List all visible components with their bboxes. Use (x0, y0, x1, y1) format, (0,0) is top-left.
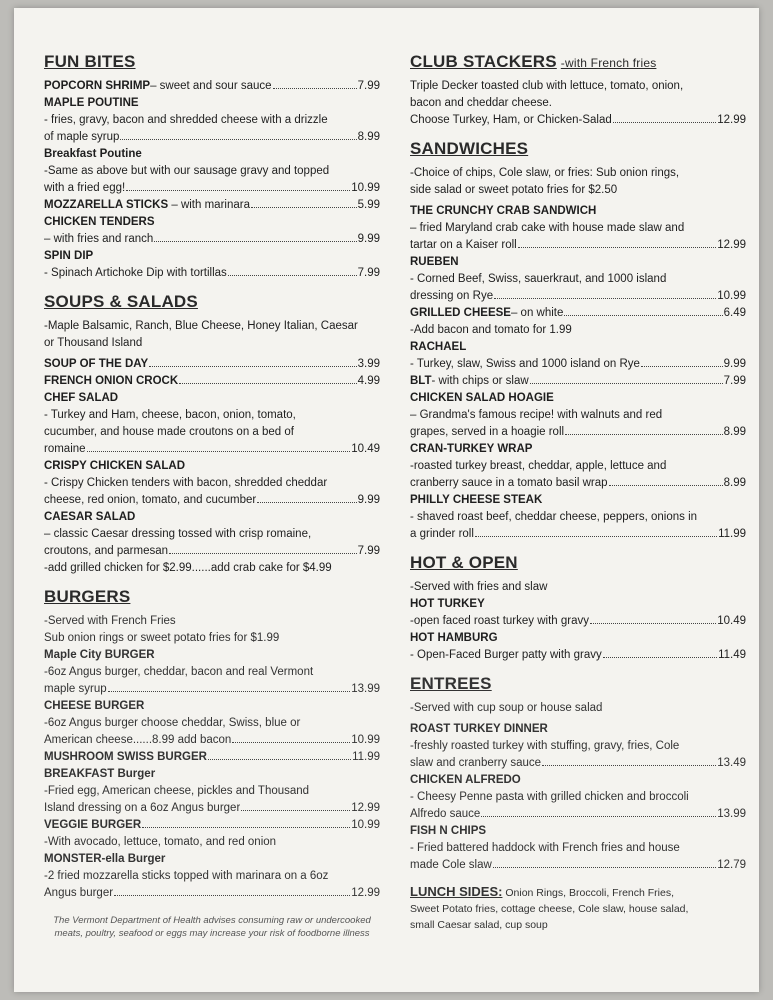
item-price: 7.99 (357, 545, 380, 557)
menu-item-hot-hamburg (410, 647, 746, 664)
item-desc: - fries, gravy, bacon and shredded cheese with a drizzle (44, 114, 328, 126)
dressing-note: -Maple Balsamic, Ranch, Blue Cheese, Honey Italian, Caesar (44, 320, 358, 332)
menu-item-mozzarella-sticks (44, 197, 380, 214)
item-price: 12.99 (351, 802, 380, 814)
item-desc: maple syrup (44, 683, 107, 695)
item-desc: Alfredo sauce (410, 808, 481, 820)
item-price: 11.99 (718, 528, 746, 540)
menu-item-grilled-cheese (410, 305, 746, 322)
item-desc: Choose Turkey, Ham, or Chicken-Salad (410, 114, 612, 126)
item-price: 10.49 (717, 615, 746, 627)
item-desc: tartar on a Kaiser roll (410, 239, 517, 251)
menu-item-cran-turkey-wrap (410, 475, 746, 492)
item-price: 10.99 (351, 734, 380, 746)
item-name-caesar-salad: CAESAR SALAD (44, 511, 136, 523)
item-name-spin-dip: SPIN DIP (44, 250, 94, 262)
section-title: CLUB STACKERS (410, 52, 557, 71)
item-desc: with a fried egg! (44, 182, 126, 194)
item-desc: – classic Caesar dressing tossed with crisp romaine, (44, 528, 312, 540)
item-desc: - Open-Faced Burger patty with gravy (410, 649, 602, 661)
item-name: GRILLED CHEESE (410, 307, 511, 319)
item-name-roast-turkey-dinner: ROAST TURKEY DINNER (410, 723, 548, 735)
left-column (44, 52, 380, 940)
item-price: 9.99 (357, 233, 380, 245)
fun-bites-heading: FUN BITES (44, 52, 136, 71)
burgers-heading: BURGERS (44, 587, 131, 606)
item-desc: Triple Decker toasted club with lettuce, tomato, onion, (410, 80, 684, 92)
item-price: 10.49 (351, 443, 380, 455)
item-name-rueben: RUEBEN (410, 256, 459, 268)
item-price: 13.99 (351, 683, 380, 695)
item-desc: slaw and cranberry sauce (410, 757, 542, 769)
item-price: 10.99 (351, 819, 380, 831)
lunch-sides-text: Onion Rings, Broccoli, French Fries, (502, 887, 675, 899)
item-name: SOUP OF THE DAY (44, 358, 149, 370)
menu-item-philly-cheese-steak (410, 526, 746, 543)
item-price: 12.99 (351, 887, 380, 899)
menu-item-crunchy-crab (410, 237, 746, 254)
menu-item-breakfast-poutine (44, 180, 380, 197)
item-price: 8.99 (723, 426, 746, 438)
item-name-chicken-alfredo: CHICKEN ALFREDO (410, 774, 521, 786)
item-desc: - Spinach Artichoke Dip with tortillas (44, 267, 227, 279)
item-desc: – with fries and ranch (44, 233, 154, 245)
health-disclaimer: The Vermont Department of Health advises consuming raw or undercooked meats, poultry, seafood or eggs may increase your risk of foodborne illness (53, 915, 371, 939)
menu-item-spin-dip (44, 265, 380, 282)
item-price: 12.99 (717, 114, 746, 126)
menu-item-chicken-alfredo (410, 806, 746, 823)
item-desc: -Add bacon and tomato for 1.99 (410, 324, 572, 336)
menu-item-chicken-salad-hoagie (410, 424, 746, 441)
item-price: 12.99 (717, 239, 746, 251)
lunch-sides-label: LUNCH SIDES: (410, 884, 503, 899)
club-stackers-heading (410, 52, 746, 72)
item-desc: cucumber, and house made croutons on a bed of (44, 426, 294, 438)
burger-note: -Served with French Fries (44, 615, 176, 627)
menu-item-maple-city-burger (44, 681, 380, 698)
menu-item-popcorn-shrimp (44, 78, 380, 95)
hot-open-note: -Served with fries and slaw (410, 581, 548, 593)
item-price: 11.99 (352, 751, 380, 763)
item-name: MOZZARELLA STICKS (44, 199, 169, 211)
item-name-breakfast-burger: BREAKFAST Burger (44, 768, 156, 780)
lunch-sides-text: small Caesar salad, cup soup (410, 919, 548, 931)
item-desc: bacon and cheddar cheese. (410, 97, 552, 109)
menu-item-soup-of-the-day (44, 356, 380, 373)
burger-note: Sub onion rings or sweet potato fries for $1.99 (44, 632, 280, 644)
item-desc: -Same as above but with our sausage gravy and topped (44, 165, 330, 177)
item-desc: - shaved roast beef, cheddar cheese, peppers, onions in (410, 511, 698, 523)
item-name-monster-ella-burger: MONSTER-ella Burger (44, 853, 166, 865)
item-name: POPCORN SHRIMP (44, 80, 151, 92)
item-desc: grapes, served in a hoagie roll (410, 426, 565, 438)
item-price: 6.49 (723, 307, 746, 319)
item-name-hot-hamburg: HOT HAMBURG (410, 632, 498, 644)
item-desc: croutons, and parmesan (44, 545, 169, 557)
item-desc: – fried Maryland crab cake with house made slaw and (410, 222, 685, 234)
item-price: 10.99 (351, 182, 380, 194)
menu-item-mushroom-swiss-burger (44, 749, 380, 766)
item-desc: cheese, red onion, tomato, and cucumber (44, 494, 257, 506)
right-column (410, 52, 746, 933)
item-desc: of maple syrup (44, 131, 120, 143)
item-name-philly-cheese-steak: PHILLY CHEESE STEAK (410, 494, 543, 506)
item-price: 8.99 (357, 131, 380, 143)
item-desc: -open faced roast turkey with gravy (410, 615, 589, 627)
item-name-chef-salad: CHEF SALAD (44, 392, 119, 404)
item-desc: - Crispy Chicken tenders with bacon, shredded cheddar (44, 477, 328, 489)
item-desc: – on white (510, 307, 564, 319)
hot-open-heading: HOT & OPEN (410, 553, 518, 572)
menu-item-crispy-chicken-salad (44, 492, 380, 509)
item-price: 9.99 (723, 358, 746, 370)
item-desc: -6oz Angus burger choose cheddar, Swiss, blue or (44, 717, 301, 729)
entrees-heading: ENTREES (410, 674, 492, 693)
item-desc: -freshly roasted turkey with stuffing, gravy, fries, Cole (410, 740, 680, 752)
item-price: 10.99 (717, 290, 746, 302)
menu-item-fish-n-chips (410, 857, 746, 874)
menu-item-rachael (410, 356, 746, 373)
item-price: 13.99 (717, 808, 746, 820)
menu-item-monster-ella-burger (44, 885, 380, 902)
item-desc: -6oz Angus burger, cheddar, bacon and real Vermont (44, 666, 314, 678)
menu-item-blt (410, 373, 746, 390)
item-desc: – Grandma's famous recipe! with walnuts and red (410, 409, 663, 421)
item-desc: American cheese......8.99 add bacon (44, 734, 232, 746)
menu-item-chicken-tenders (44, 231, 380, 248)
item-price: 11.49 (718, 649, 746, 661)
item-name: FRENCH ONION CROCK (44, 375, 179, 387)
item-name-cheese-burger: CHEESE BURGER (44, 700, 145, 712)
item-desc: - Turkey, slaw, Swiss and 1000 island on Rye (410, 358, 640, 370)
lunch-sides-text: Sweet Potato fries, cottage cheese, Cole slaw, house salad, (410, 903, 689, 915)
menu-page (14, 8, 759, 992)
item-name-rachael: RACHAEL (410, 341, 467, 353)
item-desc: a grinder roll (410, 528, 474, 540)
sandwiches-heading: SANDWICHES (410, 139, 529, 158)
item-name: VEGGIE BURGER (44, 819, 142, 831)
item-name: MUSHROOM SWISS BURGER (44, 751, 207, 763)
item-desc: - Turkey and Ham, cheese, bacon, onion, tomato, (44, 409, 296, 421)
menu-item-french-onion (44, 373, 380, 390)
item-desc: – sweet and sour sauce (150, 80, 272, 92)
item-desc: made Cole slaw (410, 859, 492, 871)
soups-salads-heading: SOUPS & SALADS (44, 292, 198, 311)
item-name-fish-n-chips: FISH N CHIPS (410, 825, 487, 837)
item-price: 5.99 (357, 199, 380, 211)
menu-item-club-stacker (410, 112, 746, 129)
item-name-breakfast-poutine: Breakfast Poutine (44, 148, 142, 160)
item-price: 4.99 (357, 375, 380, 387)
menu-item-rueben (410, 288, 746, 305)
item-desc: - Corned Beef, Swiss, sauerkraut, and 1000 island (410, 273, 667, 285)
item-name-chicken-salad-hoagie: CHICKEN SALAD HOAGIE (410, 392, 554, 404)
item-desc: Angus burger (44, 887, 114, 899)
item-desc: romaine (44, 443, 86, 455)
item-desc: -Fried egg, American cheese, pickles and Thousand (44, 785, 310, 797)
item-desc: - Fried battered haddock with French fries and house (410, 842, 680, 854)
lunch-sides (410, 884, 746, 933)
menu-item-maple-poutine (44, 129, 380, 146)
salad-addon-note: -add grilled chicken for $2.99......add crab cake for $4.99 (44, 562, 332, 574)
item-price: 7.99 (357, 80, 380, 92)
item-price: 3.99 (357, 358, 380, 370)
item-desc: -roasted turkey breast, cheddar, apple, lettuce and (410, 460, 667, 472)
item-desc: dressing on Rye (410, 290, 494, 302)
item-desc: cranberry sauce in a tomato basil wrap (410, 477, 608, 489)
item-price: 8.99 (723, 477, 746, 489)
item-desc: -With avocado, lettuce, tomato, and red onion (44, 836, 277, 848)
menu-item-cheese-burger (44, 732, 380, 749)
item-desc: -2 fried mozzarella sticks topped with marinara on a 6oz (44, 870, 329, 882)
menu-item-veggie-burger (44, 817, 380, 834)
sandwich-note: side salad or sweet potato fries for $2.50 (410, 184, 618, 196)
section-subtitle: -with French fries (560, 56, 657, 70)
item-name-maple-city-burger: Maple City BURGER (44, 649, 155, 661)
entrees-note: -Served with cup soup or house salad (410, 702, 603, 714)
item-name-chicken-tenders: CHICKEN TENDERS (44, 216, 155, 228)
item-name-cran-turkey-wrap: CRAN-TURKEY WRAP (410, 443, 533, 455)
item-price: 9.99 (357, 494, 380, 506)
item-desc: - with chips or slaw (431, 375, 529, 387)
item-price: 13.49 (717, 757, 746, 769)
item-price: 12.79 (717, 859, 746, 871)
item-price: 7.99 (723, 375, 746, 387)
menu-item-breakfast-burger (44, 800, 380, 817)
item-name-maple-poutine: MAPLE POUTINE (44, 97, 139, 109)
item-name: BLT (410, 375, 432, 387)
item-name-crispy-chicken-salad: CRISPY CHICKEN SALAD (44, 460, 185, 472)
item-price: 7.99 (357, 267, 380, 279)
item-name-crunchy-crab: THE CRUNCHY CRAB SANDWICH (410, 205, 597, 217)
item-name-hot-turkey: HOT TURKEY (410, 598, 485, 610)
dressing-note: or Thousand Island (44, 337, 143, 349)
sandwich-note: -Choice of chips, Cole slaw, or fries: Sub onion rings, (410, 167, 680, 179)
menu-item-roast-turkey-dinner (410, 755, 746, 772)
menu-item-hot-turkey (410, 613, 746, 630)
item-desc: – with marinara (168, 199, 250, 211)
menu-item-caesar-salad (44, 543, 380, 560)
item-desc: - Cheesy Penne pasta with grilled chicken and broccoli (410, 791, 689, 803)
item-desc: Island dressing on a 6oz Angus burger (44, 802, 241, 814)
menu-item-chef-salad (44, 441, 380, 458)
